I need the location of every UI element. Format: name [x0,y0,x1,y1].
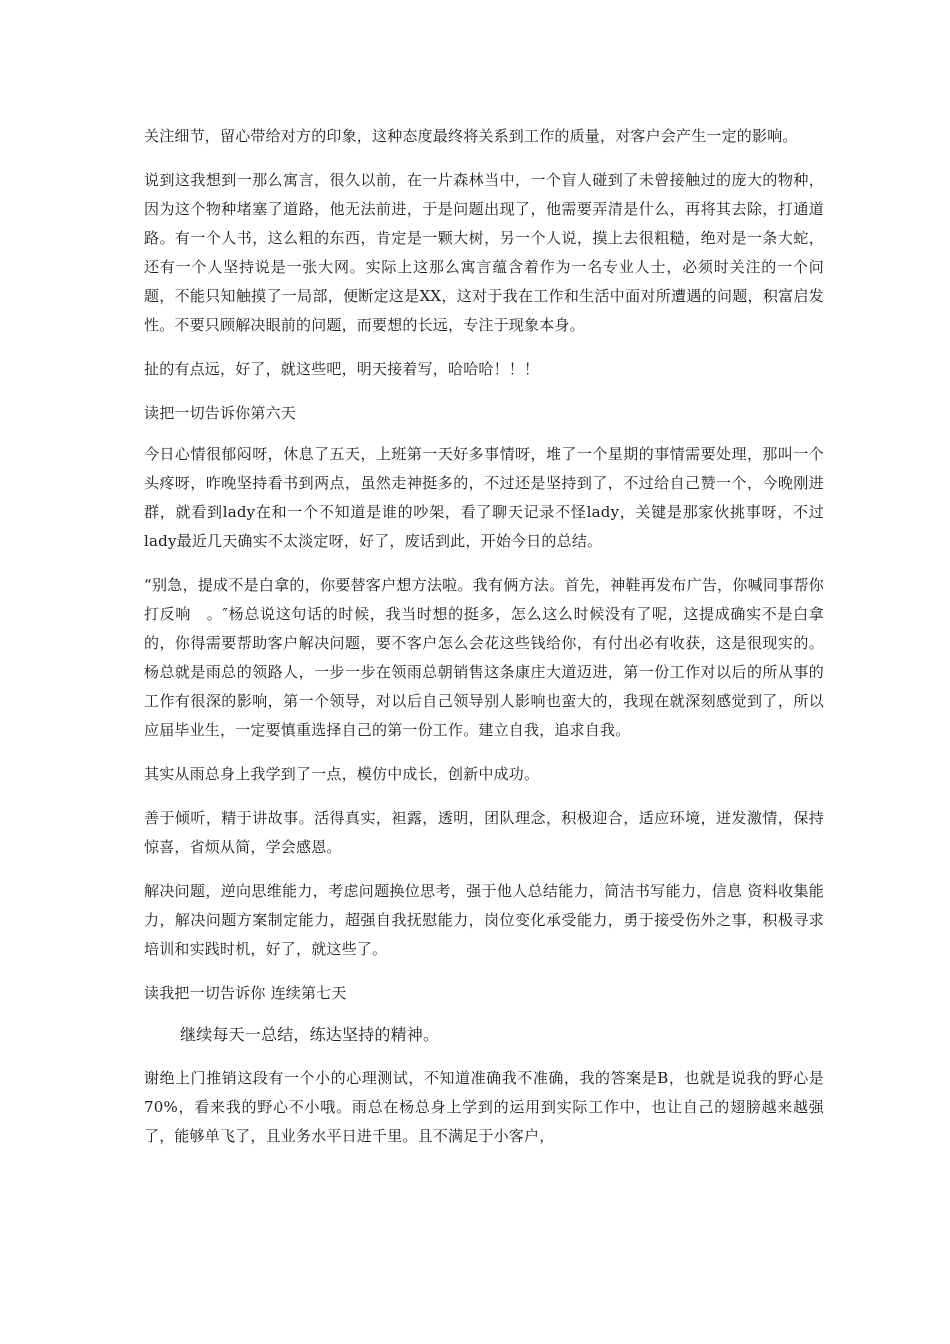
paragraph-wrap-up: 扯的有点远，好了，就这些吧，明天接着写，哈哈哈！！！ [144,360,540,378]
paragraph-listening: 善于倾听，精于讲故事。活得真实，袒露，透明，团队理念，积极迎合，适应环境，迸发激情，保持惊喜，省烦从简，学会感恩。 [144,809,824,856]
paragraph-detail-attention: 关注细节，留心带给对方的印象，这种态度最终将关系到工作的质量，对客户会产生一定的影响。 [144,127,798,145]
paragraph-skills: 解决问题，逆向思维能力，考虑问题换位思考，强于他人总结能力，简洁书写能力，信息 资料收集能力，解决问题方案制定能力，超强自我抚慰能力，岗位变化承受能力，勇于接受伤外之事，积极寻求培训和实践时机，好了，就这些了。 [144,882,824,958]
paragraph-psych-test: 谢绝上门推销这段有一个小的心理测试，不知道准确我不准确，我的答案是B，也就是说我的野心是70%，看来我的野心不小哦。雨总在杨总身上学到的运用到实际工作中，也让自己的翅膀越来越强了，能够单飞了，且业务水平日进千里。且不满足于小客户， [144,1069,824,1145]
section-heading-day-seven: 读我把一切告诉你 连续第七天 [144,984,347,1002]
paragraph-continue: 继续每天一总结，练达坚持的精神。 [180,1025,440,1044]
paragraph-mood: 今日心情很郁闷呀，休息了五天，上班第一天好多事情呀，堆了一个星期的事情需要处理，那叫一个头疼呀，昨晚坚持看书到两点，虽然走神挺多的，不过还是坚持到了，不过给自己赞一个，今晚刚进群，就看到lady在和一个不知道是谁的吵架，看了聊天记录不怪lady，关键是那家伙挑事呀，不过lady最近几天确实不太淡定呀，好了，废话到此，开始今日的总结。 [144,445,824,550]
paragraph-commission-quote: “别急，提成不是白拿的，你要替客户想方法啦。我有俩方法。首先，神鞋再发布广告，你喊同事帮你打反响 。″杨总说这句话的时候，我当时想的挺多，怎么这么时候没有了呢，这提成确实不是白拿的，你得需要帮助客户解决问题，要不客户怎么会花这些钱给你，有付出必有收获，这是很现实的。杨总就是雨总的领路人，一步一步在领雨总朝销售这条康庄大道迈进，第一份工作对以后的所从事的工作有很深的影响，第一个领导，对以后自己领导别人影响也蛮大的，我现在就深刻感觉到了，所以应届毕业生，一定要慎重选择自己的第一份工作。建立自我，追求自我。 [144,576,824,739]
document-body [144,122,824,1166]
paragraph-learned: 其实从雨总身上我学到了一点，模仿中成长，创新中成功。 [144,765,540,783]
section-heading-day-six: 读把一切告诉你第六天 [144,404,297,422]
paragraph-fable: 说到这我想到一那么寓言，很久以前，在一片森林当中，一个盲人碰到了未曾接触过的庞大的物种，因为这个物种堵塞了道路，他无法前进，于是问题出现了，他需要弄清是什么，再将其去除，打通道路。有一个人书，这么粗的东西，肯定是一颗大树，另一个人说，摸上去很粗糙，绝对是一条大蛇，还有一个人坚持说是一张大网。实际上这那么寓言蕴含着作为一名专业人士，必须时关注的一个问题，不能只知触摸了一局部，便断定这是XX，这对于我在工作和生活中面对所遭遇的问题，积富启发性。不要只顾解决眼前的问题，而要想的长远，专注于现象本身。 [144,171,824,334]
